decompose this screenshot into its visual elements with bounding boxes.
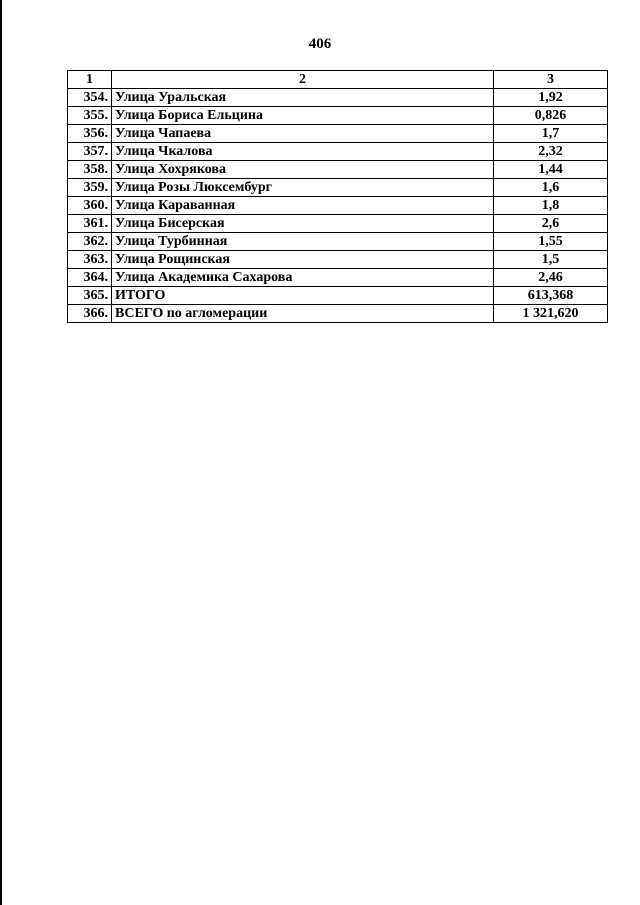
row-value: 1 321,620: [494, 305, 608, 323]
table-row: [68, 125, 608, 143]
row-value: 2,46: [494, 269, 608, 287]
table-row: [68, 197, 608, 215]
row-name: Улица Бориса Ельцина: [112, 107, 494, 125]
row-name: Улица Чапаева: [112, 125, 494, 143]
table-row: [68, 143, 608, 161]
row-name: Улица Хохрякова: [112, 161, 494, 179]
table-row: [68, 233, 608, 251]
row-number: 355.: [68, 107, 112, 125]
row-name: ВСЕГО по агломерации: [112, 305, 494, 323]
row-name: Улица Бисерская: [112, 215, 494, 233]
row-name: Улица Чкалова: [112, 143, 494, 161]
row-number: 363.: [68, 251, 112, 269]
column-header-value: 3: [494, 71, 608, 89]
row-number: 356.: [68, 125, 112, 143]
row-name: Улица Розы Люксембург: [112, 179, 494, 197]
row-name: Улица Академика Сахарова: [112, 269, 494, 287]
row-value: 0,826: [494, 107, 608, 125]
row-value: 1,7: [494, 125, 608, 143]
row-number: 364.: [68, 269, 112, 287]
row-number: 354.: [68, 89, 112, 107]
row-name: Улица Уральская: [112, 89, 494, 107]
table-row: [68, 269, 608, 287]
row-name: ИТОГО: [112, 287, 494, 305]
scan-edge: [0, 0, 2, 905]
table-row: [68, 89, 608, 107]
row-number: 362.: [68, 233, 112, 251]
row-value: 2,32: [494, 143, 608, 161]
row-number: 366.: [68, 305, 112, 323]
row-number: 360.: [68, 197, 112, 215]
table-row: [68, 215, 608, 233]
table-row: [68, 251, 608, 269]
row-value: 613,368: [494, 287, 608, 305]
table-row-total: [68, 287, 608, 305]
row-name: Улица Рощинская: [112, 251, 494, 269]
row-value: 1,6: [494, 179, 608, 197]
table-row-grand-total: [68, 305, 608, 323]
data-table: [67, 70, 608, 323]
table-header-row: [68, 71, 608, 89]
row-value: 1,5: [494, 251, 608, 269]
column-header-number: 1: [68, 71, 112, 89]
row-number: 358.: [68, 161, 112, 179]
row-name: Улица Караванная: [112, 197, 494, 215]
table-row: [68, 107, 608, 125]
row-value: 1,92: [494, 89, 608, 107]
row-value: 1,44: [494, 161, 608, 179]
table-row: [68, 161, 608, 179]
page-number: 406: [308, 36, 332, 52]
row-name: Улица Турбинная: [112, 233, 494, 251]
row-value: 1,55: [494, 233, 608, 251]
row-number: 361.: [68, 215, 112, 233]
table-row: [68, 179, 608, 197]
row-number: 357.: [68, 143, 112, 161]
row-number: 359.: [68, 179, 112, 197]
column-header-name: 2: [112, 71, 494, 89]
row-value: 2,6: [494, 215, 608, 233]
row-number: 365.: [68, 287, 112, 305]
row-value: 1,8: [494, 197, 608, 215]
